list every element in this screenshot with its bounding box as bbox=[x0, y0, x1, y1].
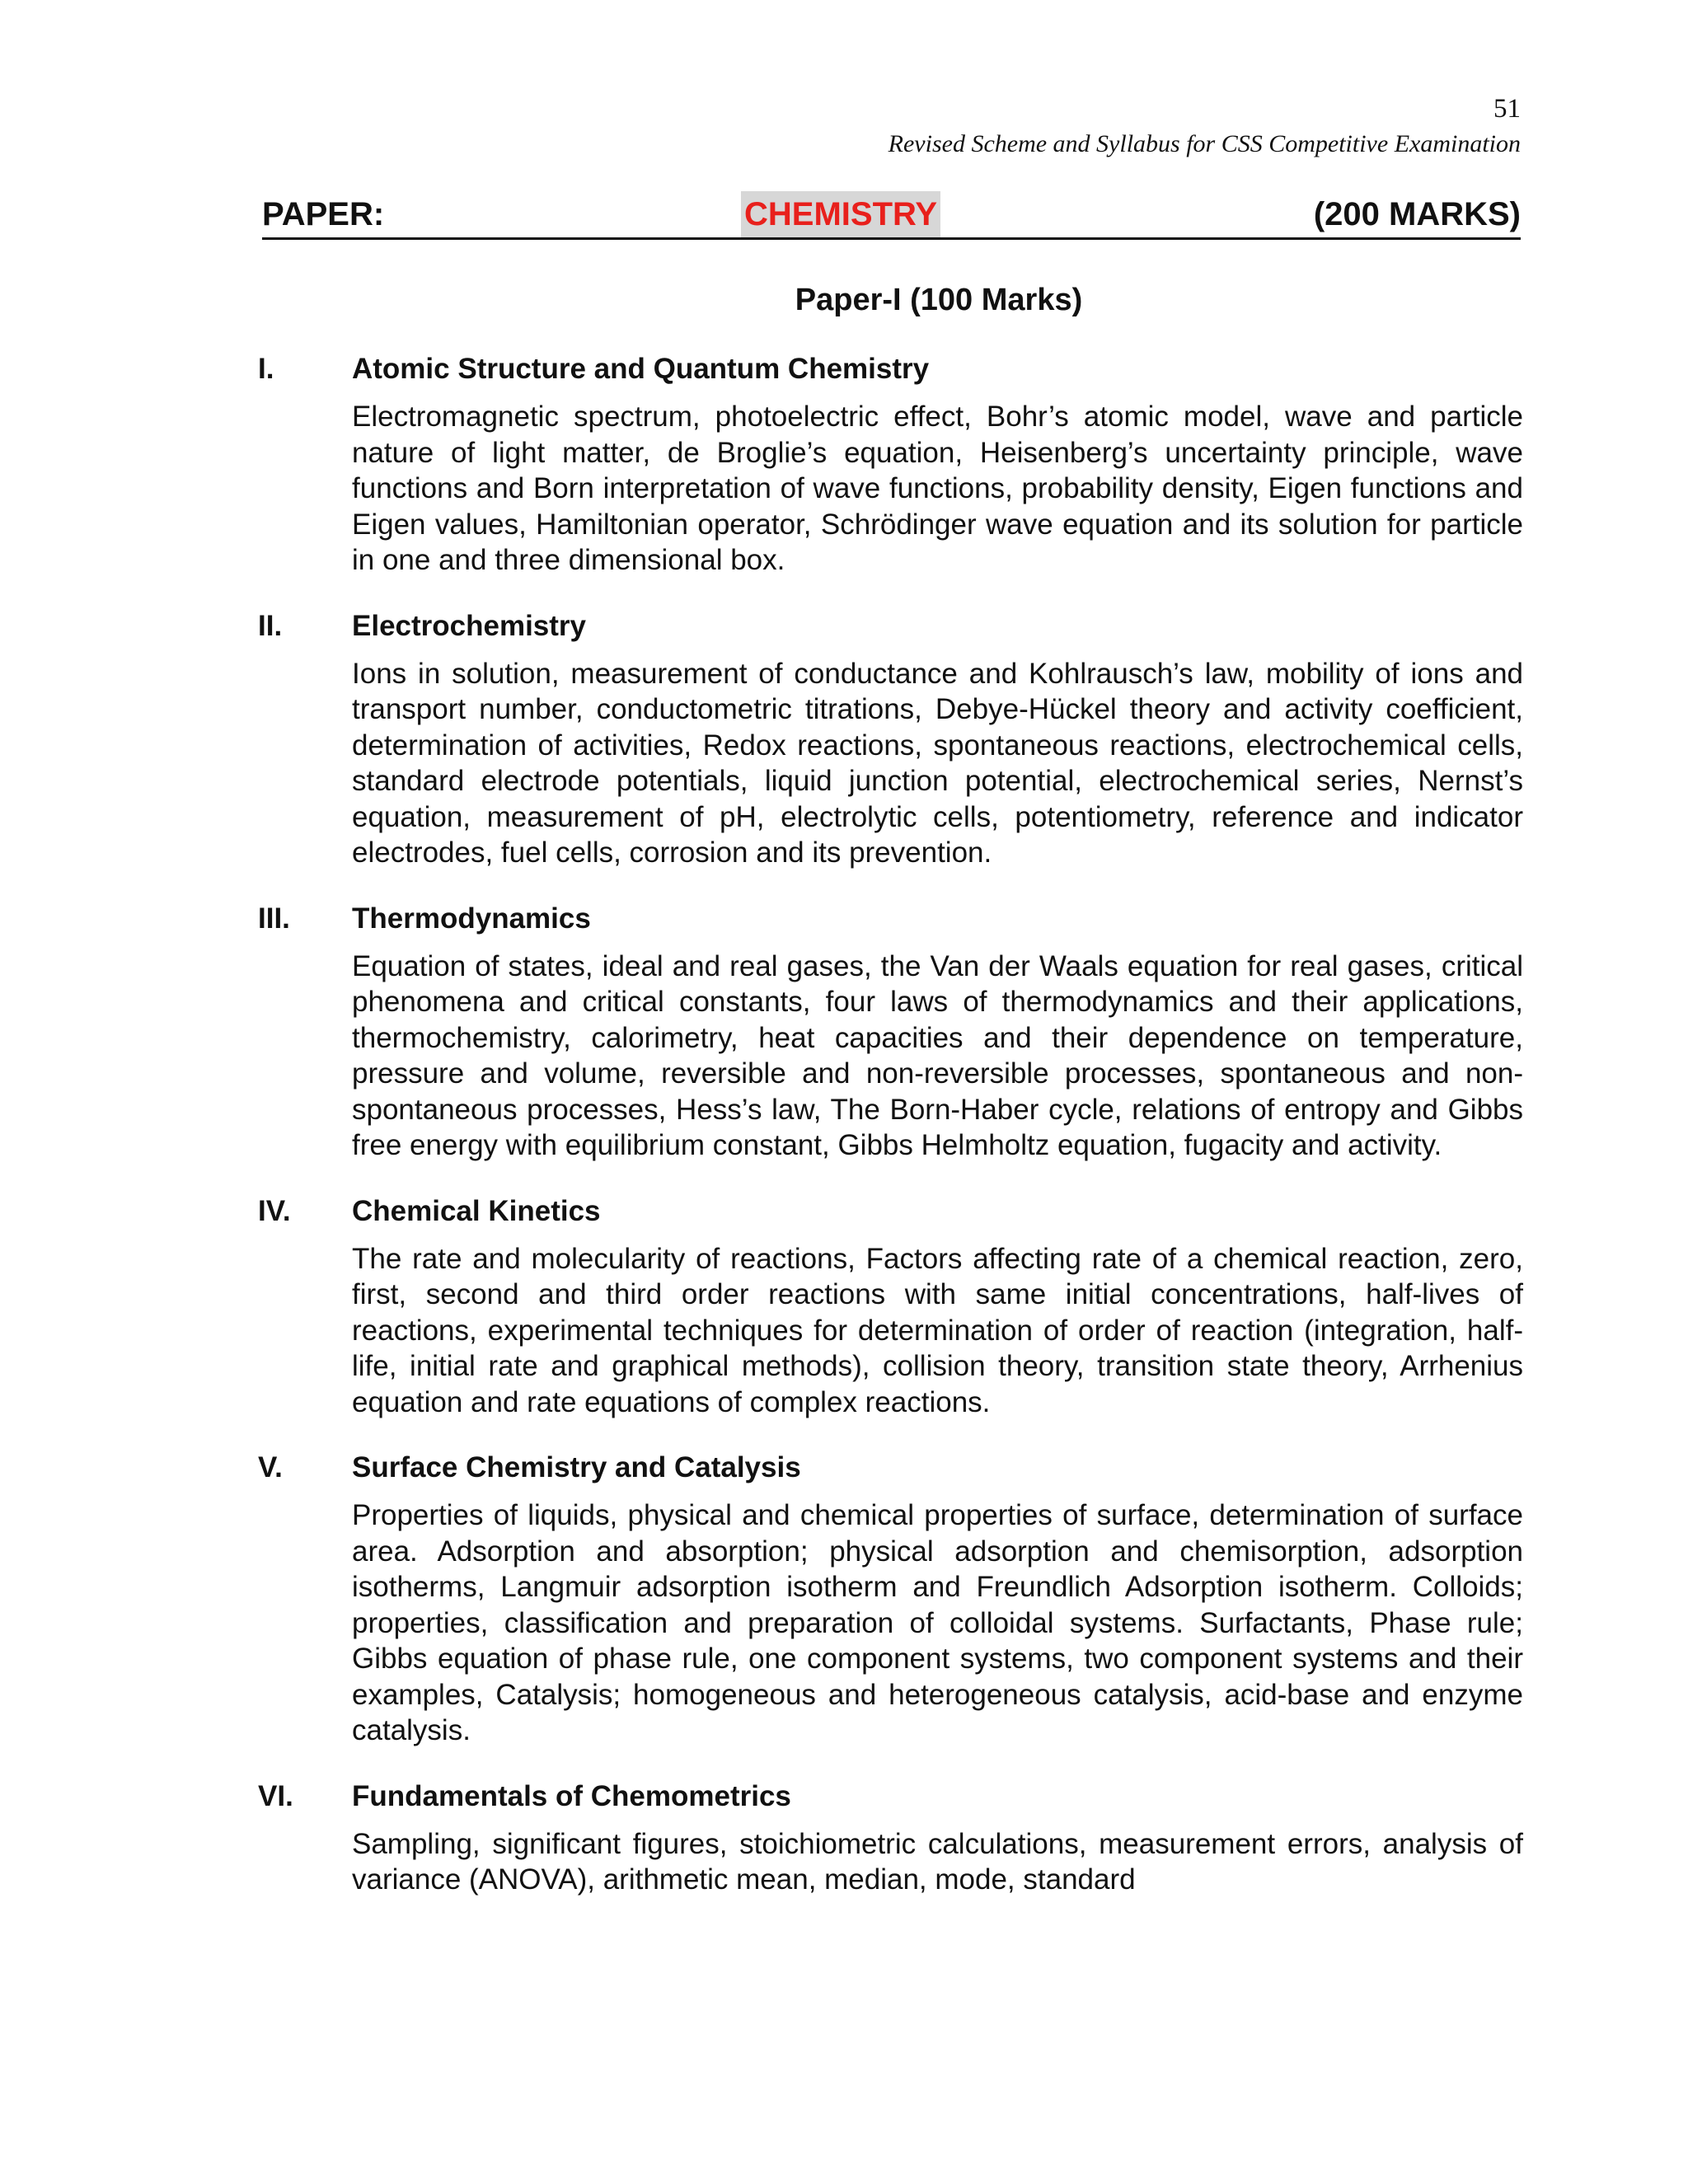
section-body: The rate and molecularity of reactions, Factors affecting rate of a chemical reaction, zero, first, second and third order reactions with same initial concentrations, half-lives of reactions, experimental techniques for determination of order of reaction (integration, half-life, initial rate and graphical methods), collision theory, transition state theory, Arrhenius equation and rate equations of complex reactions. bbox=[352, 1242, 1523, 1418]
sub-paper-title: Paper-I (100 Marks) bbox=[795, 283, 1083, 317]
section-heading bbox=[258, 607, 1523, 646]
syllabus-sections bbox=[258, 349, 1523, 1926]
section-title: Electrochemistry bbox=[352, 609, 587, 642]
paper-marks: (200 MARKS) bbox=[1313, 196, 1521, 232]
section-body: Equation of states, ideal and real gases, the Van der Waals equation for real gases, critical phenomena and critical constants, four laws of thermodynamics and their applications, thermochemistry, calorimetry, heat capacities and their dependence on temperature, pressure and volume, reversible and non-reversible processes, spontaneous and non-spontaneous processes, Hess’s law, The Born-Haber cycle, relations of entropy and Gibbs free energy with equilibrium constant, Gibbs Helmholtz equation, fugacity and activity. bbox=[352, 949, 1523, 1161]
section-heading bbox=[258, 1448, 1523, 1488]
section-numeral: III. bbox=[258, 902, 290, 935]
section-body: Properties of liquids, physical and chemical properties of surface, determination of surface area. Adsorption and absorption; physical adsorption and chemisorption, adsorption isotherms, Langmuir adsorption isotherm and Freundlich Adsorption isotherm. Colloids; properties, classification and preparation of colloidal systems. Surfactants, Phase rule; Gibbs equation of phase rule, one component systems, two component systems and their examples, Catalysis; homogeneous and heterogeneous catalysis, acid-base and enzyme catalysis. bbox=[352, 1499, 1523, 1746]
section-title: Atomic Structure and Quantum Chemistry bbox=[352, 353, 930, 385]
syllabus-section bbox=[258, 1777, 1523, 1898]
section-body: Electromagnetic spectrum, photoelectric effect, Bohr’s atomic model, wave and particle nature of light matter, de Broglie’s equation, Heisenberg’s uncertainty principle, wave functions and Born interpretation of wave functions, probability density, Eigen functions and Eigen values, Hamiltonian operator, Schrödinger wave equation and its solution for particle in one and three dimensional box. bbox=[352, 401, 1523, 576]
section-heading bbox=[258, 899, 1523, 939]
section-heading bbox=[258, 1192, 1523, 1231]
section-numeral: V. bbox=[258, 1451, 283, 1483]
paper-subject: CHEMISTRY bbox=[741, 191, 940, 237]
section-numeral: IV. bbox=[258, 1194, 291, 1227]
section-numeral: I. bbox=[258, 353, 274, 385]
section-numeral: II. bbox=[258, 609, 283, 642]
syllabus-section bbox=[258, 1192, 1523, 1421]
section-title: Chemical Kinetics bbox=[352, 1194, 601, 1227]
paper-heading bbox=[262, 191, 1521, 240]
section-heading bbox=[258, 1777, 1523, 1816]
section-numeral: VI. bbox=[258, 1779, 293, 1812]
syllabus-section bbox=[258, 349, 1523, 579]
section-title: Fundamentals of Chemometrics bbox=[352, 1779, 791, 1812]
section-body: Ions in solution, measurement of conductance and Kohlrausch’s law, mobility of ions and transport number, conductometric titrations, Debye-Hückel theory and activity coefficient, determination of activities, Redox reactions, spontaneous reactions, electrochemical cells, standard electrode potentials, liquid junction potential, electrochemical series, Nernst’s equation, measurement of pH, electrolytic cells, potentiometry, reference and indicator electrodes, fuel cells, corrosion and its prevention. bbox=[352, 657, 1523, 869]
section-heading bbox=[258, 349, 1523, 389]
section-title: Surface Chemistry and Catalysis bbox=[352, 1451, 801, 1483]
section-title: Thermodynamics bbox=[352, 902, 591, 935]
running-header: Revised Scheme and Syllabus for CSS Competitive Examination bbox=[888, 130, 1521, 157]
page-number: 51 bbox=[1493, 94, 1521, 124]
syllabus-section bbox=[258, 607, 1523, 871]
section-body: Sampling, significant figures, stoichiometric calculations, measurement errors, analysis of variance (ANOVA), arithmetic mean, median, mode, standard bbox=[352, 1827, 1523, 1896]
syllabus-section bbox=[258, 1448, 1523, 1749]
paper-label: PAPER: bbox=[262, 196, 385, 232]
syllabus-section bbox=[258, 899, 1523, 1164]
